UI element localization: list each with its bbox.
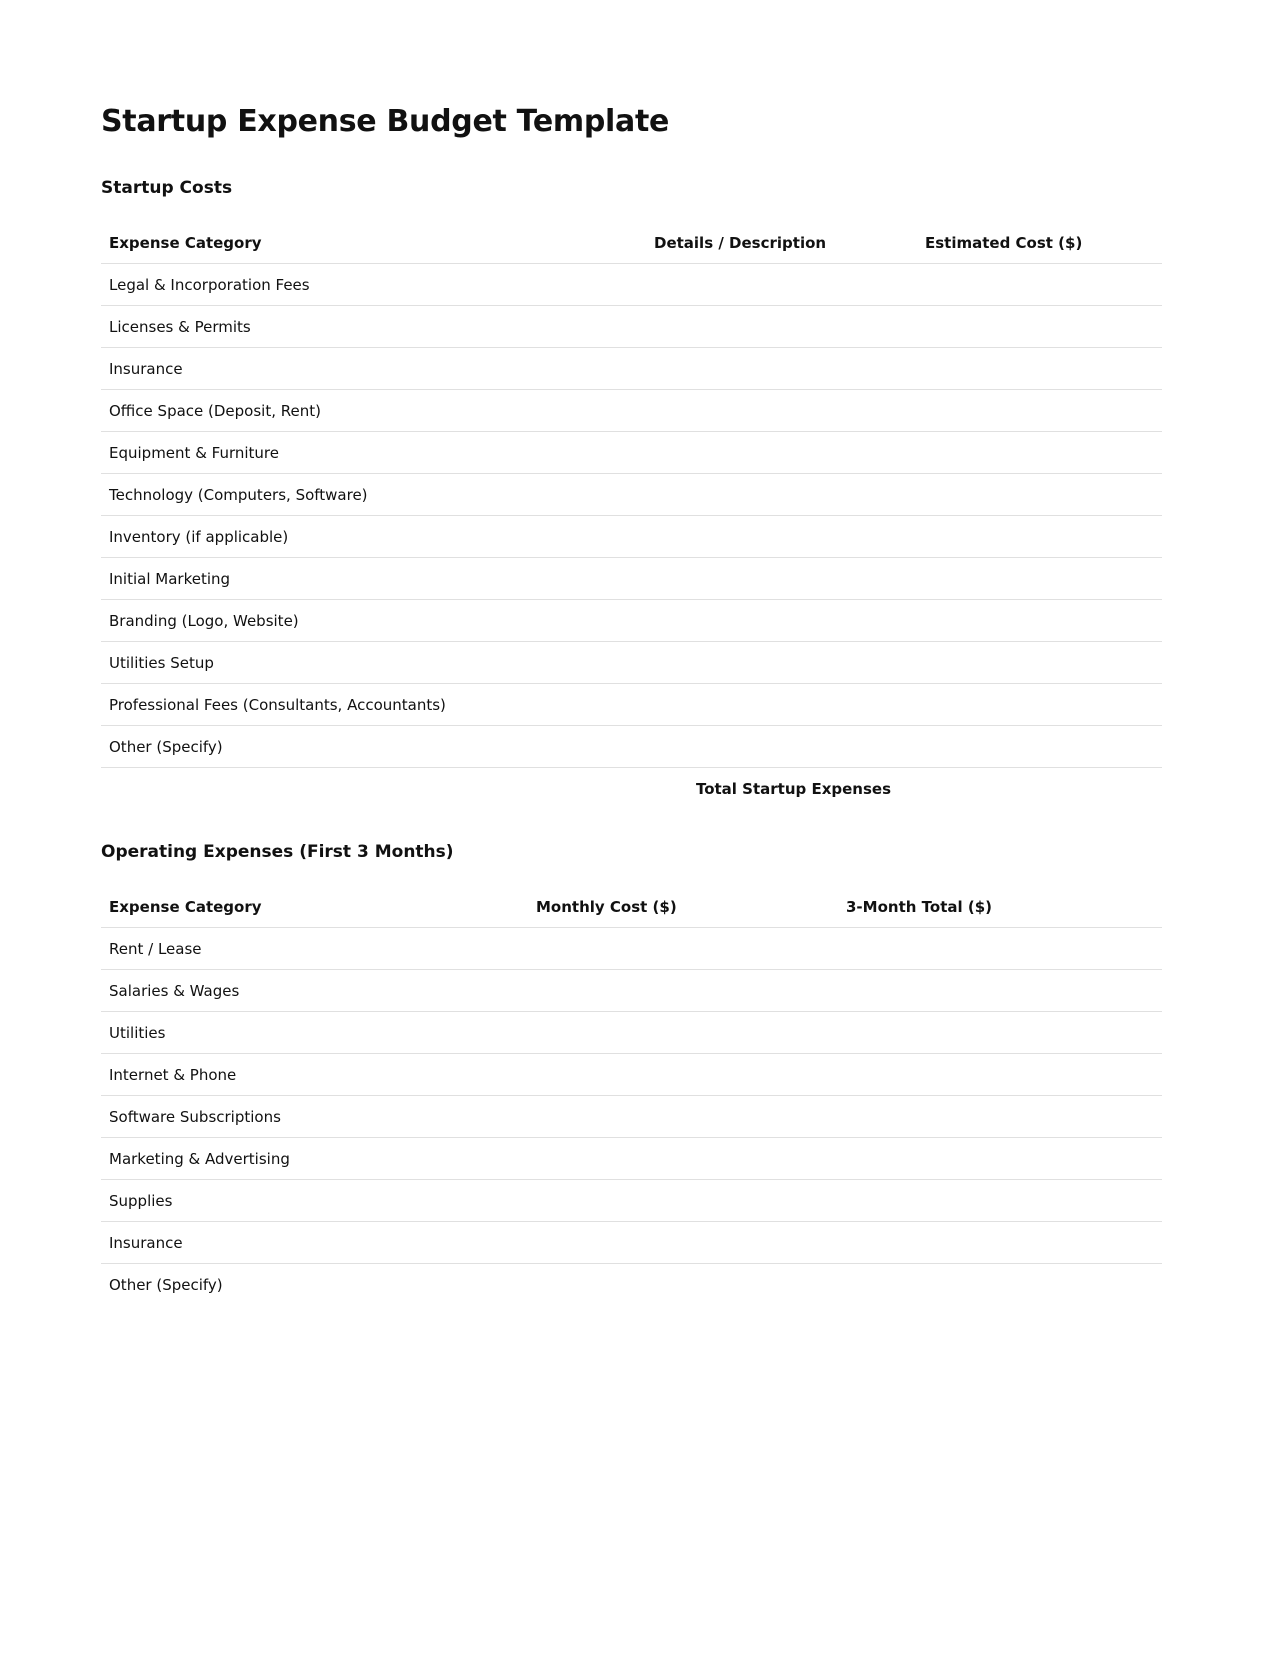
total-spacer-cell — [101, 768, 646, 810]
operating-expenses-table — [101, 886, 1162, 1305]
expense-category-cell: Software Subscriptions — [101, 1096, 528, 1138]
details-cell[interactable] — [646, 558, 917, 600]
monthly-cost-cell[interactable] — [528, 1180, 838, 1222]
estimated-cost-cell[interactable] — [917, 264, 1162, 306]
table-row — [101, 1138, 1162, 1180]
details-cell[interactable] — [646, 726, 917, 768]
three-month-total-cell[interactable] — [838, 1264, 1162, 1306]
table-header-row — [101, 222, 1162, 264]
column-header-expense-category: Expense Category — [101, 222, 646, 264]
monthly-cost-cell[interactable] — [528, 1264, 838, 1306]
expense-category-cell: Salaries & Wages — [101, 970, 528, 1012]
estimated-cost-cell[interactable] — [917, 474, 1162, 516]
expense-category-cell: Office Space (Deposit, Rent) — [101, 390, 646, 432]
monthly-cost-cell[interactable] — [528, 928, 838, 970]
table-row — [101, 928, 1162, 970]
expense-category-cell: Rent / Lease — [101, 928, 528, 970]
estimated-cost-cell[interactable] — [917, 684, 1162, 726]
column-header-details: Details / Description — [646, 222, 917, 264]
monthly-cost-cell[interactable] — [528, 1054, 838, 1096]
table-row — [101, 726, 1162, 768]
table-row — [101, 516, 1162, 558]
startup-costs-heading: Startup Costs — [101, 178, 233, 198]
expense-category-cell: Insurance — [101, 348, 646, 390]
table-row — [101, 348, 1162, 390]
monthly-cost-cell[interactable] — [528, 1096, 838, 1138]
total-row — [101, 768, 1162, 810]
details-cell[interactable] — [646, 348, 917, 390]
expense-category-cell: Utilities Setup — [101, 642, 646, 684]
details-cell[interactable] — [646, 516, 917, 558]
details-cell[interactable] — [646, 474, 917, 516]
three-month-total-cell[interactable] — [838, 928, 1162, 970]
three-month-total-cell[interactable] — [838, 1222, 1162, 1264]
table-row — [101, 558, 1162, 600]
estimated-cost-cell[interactable] — [917, 348, 1162, 390]
expense-category-cell: Equipment & Furniture — [101, 432, 646, 474]
expense-category-cell: Utilities — [101, 1012, 528, 1054]
expense-category-cell: Branding (Logo, Website) — [101, 600, 646, 642]
table-row — [101, 306, 1162, 348]
monthly-cost-cell[interactable] — [528, 1138, 838, 1180]
monthly-cost-cell[interactable] — [528, 1222, 838, 1264]
estimated-cost-cell[interactable] — [917, 558, 1162, 600]
table-row — [101, 1180, 1162, 1222]
expense-category-cell: Insurance — [101, 1222, 528, 1264]
estimated-cost-cell[interactable] — [917, 390, 1162, 432]
total-startup-expenses-value[interactable] — [917, 768, 1162, 810]
estimated-cost-cell[interactable] — [917, 432, 1162, 474]
details-cell[interactable] — [646, 642, 917, 684]
details-cell[interactable] — [646, 306, 917, 348]
table-row — [101, 1222, 1162, 1264]
three-month-total-cell[interactable] — [838, 1138, 1162, 1180]
details-cell[interactable] — [646, 684, 917, 726]
expense-category-cell: Inventory (if applicable) — [101, 516, 646, 558]
three-month-total-cell[interactable] — [838, 1096, 1162, 1138]
expense-category-cell: Initial Marketing — [101, 558, 646, 600]
three-month-total-cell[interactable] — [838, 1180, 1162, 1222]
table-row — [101, 1264, 1162, 1306]
details-cell[interactable] — [646, 432, 917, 474]
column-header-monthly-cost: Monthly Cost ($) — [528, 886, 838, 928]
details-cell[interactable] — [646, 264, 917, 306]
table-row — [101, 264, 1162, 306]
total-startup-expenses-label: Total Startup Expenses — [695, 779, 891, 798]
expense-category-cell: Other (Specify) — [109, 1275, 223, 1294]
expense-category-cell: Marketing & Advertising — [101, 1138, 528, 1180]
table-row — [101, 432, 1162, 474]
three-month-total-cell[interactable] — [838, 970, 1162, 1012]
table-row — [101, 1096, 1162, 1138]
table-row — [101, 970, 1162, 1012]
column-header-3-month-total: 3-Month Total ($) — [838, 886, 1162, 928]
table-row — [101, 390, 1162, 432]
table-row — [101, 1054, 1162, 1096]
table-row — [101, 684, 1162, 726]
details-cell[interactable] — [646, 600, 917, 642]
table-row — [101, 600, 1162, 642]
column-header-expense-category: Expense Category — [101, 886, 528, 928]
page-title: Startup Expense Budget Template — [101, 104, 670, 139]
estimated-cost-cell[interactable] — [917, 726, 1162, 768]
expense-category-cell: Supplies — [101, 1180, 528, 1222]
table-header-row — [101, 886, 1162, 928]
startup-costs-table — [101, 222, 1162, 809]
three-month-total-cell[interactable] — [838, 1012, 1162, 1054]
expense-category-cell: Legal & Incorporation Fees — [101, 264, 646, 306]
estimated-cost-cell[interactable] — [917, 642, 1162, 684]
estimated-cost-cell[interactable] — [917, 306, 1162, 348]
expense-category-cell: Internet & Phone — [101, 1054, 528, 1096]
operating-expenses-heading: Operating Expenses (First 3 Months) — [101, 842, 454, 862]
expense-category-cell: Technology (Computers, Software) — [101, 474, 646, 516]
table-row — [101, 642, 1162, 684]
expense-category-cell: Professional Fees (Consultants, Accountants) — [101, 684, 646, 726]
details-cell[interactable] — [646, 390, 917, 432]
estimated-cost-cell[interactable] — [917, 600, 1162, 642]
table-row — [101, 474, 1162, 516]
column-header-estimated-cost: Estimated Cost ($) — [917, 222, 1162, 264]
table-row — [101, 1012, 1162, 1054]
monthly-cost-cell[interactable] — [528, 1012, 838, 1054]
expense-category-cell: Licenses & Permits — [101, 306, 646, 348]
three-month-total-cell[interactable] — [838, 1054, 1162, 1096]
expense-category-cell: Other (Specify) — [101, 726, 646, 768]
monthly-cost-cell[interactable] — [528, 970, 838, 1012]
estimated-cost-cell[interactable] — [917, 516, 1162, 558]
